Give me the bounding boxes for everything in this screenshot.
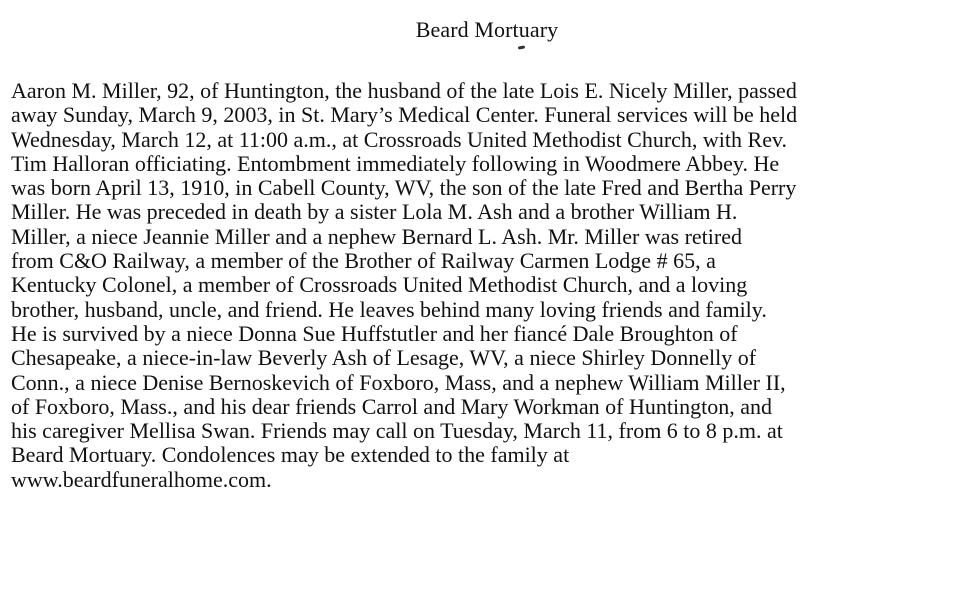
obituary-line-4: Tim Halloran officiating. Entombment immediately following in Woodmere Abbey. He: [11, 150, 780, 176]
obituary-line-10: brother, husband, uncle, and friend. He leaves behind many loving friends and family.: [11, 296, 767, 322]
obituary-body: [11, 79, 970, 492]
obituary-line-5: was born April 13, 1910, in Cabell County, WV, the son of the late Fred and Bertha Perry: [11, 175, 797, 201]
obituary-line-3: Wednesday, March 12, at 11:00 a.m., at Crossroads United Methodist Church, with Rev.: [11, 126, 788, 152]
obituary-line-14: of Foxboro, Mass., and his dear friends Carrol and Mary Workman of Huntington, and: [11, 393, 772, 419]
obituary-line-15: his caregiver Mellisa Swan. Friends may call on Tuesday, March 11, from 6 to 8 p.m. at: [11, 418, 783, 444]
obituary-line-9: Kentucky Colonel, a member of Crossroads United Methodist Church, and a loving: [11, 272, 748, 298]
obituary-line-6: Miller. He was preceded in death by a sister Lola M. Ash and a brother William H.: [11, 199, 738, 225]
obituary-line-16: Beard Mortuary. Condolences may be extended to the family at: [11, 442, 570, 468]
obituary-line-7: Miller, a niece Jeannie Miller and a nephew Bernard L. Ash. Mr. Miller was retired: [11, 223, 742, 249]
obituary-line-1: Aaron M. Miller, 92, of Huntington, the husband of the late Lois E. Nicely Miller, passed: [11, 78, 797, 103]
obituary-line-17: www.beardfuneralhome.com.: [11, 466, 272, 492]
obituary-line-8: from C&O Railway, a member of the Brother of Railway Carmen Lodge # 65, a: [11, 248, 716, 274]
obituary-line-12: Chesapeake, a niece-in-law Beverly Ash of Lesage, WV, a niece Shirley Donnelly of: [11, 345, 757, 371]
obituary-line-11: He is survived by a niece Donna Sue Huffstutler and her fiancé Dale Broughton of: [11, 320, 738, 346]
scan-speck: [518, 45, 525, 49]
mortuary-heading: Beard Mortuary: [415, 17, 559, 42]
obituary-line-2: away Sunday, March 9, 2003, in St. Mary’s Medical Center. Funeral services will be held: [11, 102, 798, 128]
obituary-line-13: Conn., a niece Denise Bernoskevich of Foxboro, Mass, and a nephew William Miller II,: [11, 369, 786, 395]
